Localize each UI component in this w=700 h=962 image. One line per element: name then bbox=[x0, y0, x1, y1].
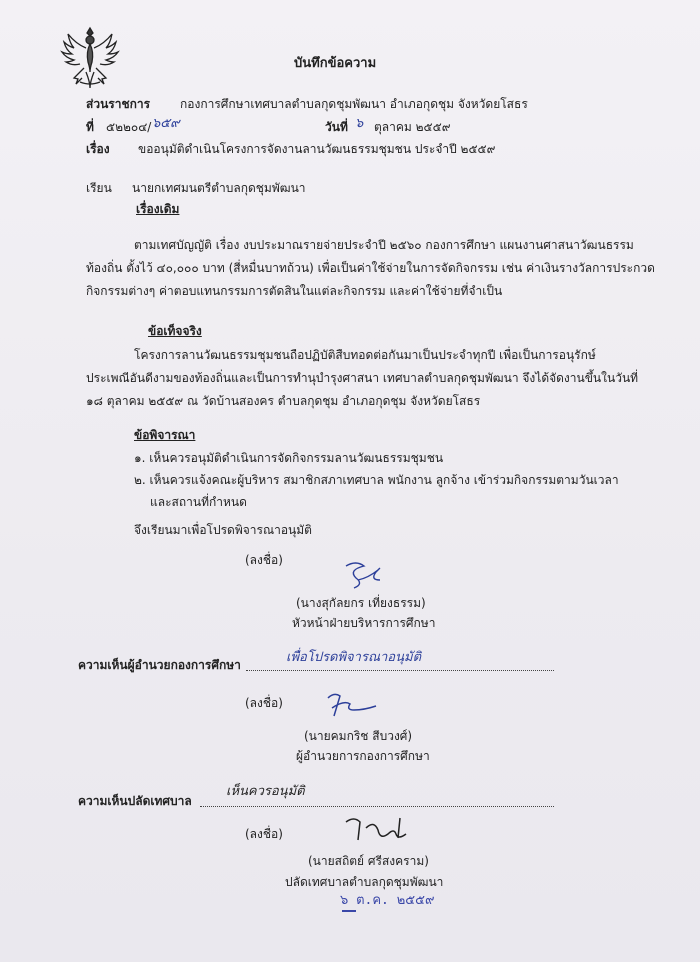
consideration-item-2: ๒. เห็นควรแจ้งคณะผู้บริหาร สมาชิกสภาเทศบาล พนักงาน ลูกจ้าง เข้าร่วมกิจกรรมตามวันเวลา bbox=[134, 473, 619, 487]
facts-line-2: ประเพณีอันดีงามของท้องถิ่นและเป็นการทำนุบำรุงศาสนา เทศบาลตำบลกุดชุมพัฒนา จึงได้จัดงานขึ้นในวันที่ bbox=[86, 371, 639, 385]
doc-no-value: ๕๒๒๐๔/ bbox=[106, 120, 152, 134]
background-line-1: ตามเทศบัญญัติ เรื่อง งบประมาณรายจ่ายประจำปี ๒๕๖๐ กองการศึกษา แผนงานศาสนาวัฒนธรรม bbox=[134, 238, 634, 252]
sign-label-2: (ลงชื่อ) bbox=[245, 696, 283, 710]
stamp-mark bbox=[342, 910, 356, 912]
consideration-item-1: ๑. เห็นควรอนุมัติดำเนินการจัดกิจกรรมลานวัฒนธรรมชุมชน bbox=[134, 451, 444, 465]
opinion-2-label: ความเห็นปลัดเทศบาล bbox=[78, 794, 192, 808]
doc-no-label: ที่ bbox=[86, 120, 94, 134]
signer-2-position: ผู้อำนวยการกองการศึกษา bbox=[296, 749, 430, 763]
doc-no-handwritten: ๖๕๙ bbox=[152, 116, 180, 131]
closing-text: จึงเรียนมาเพื่อโปรดพิจารณาอนุมัติ bbox=[134, 523, 312, 537]
signer-3-name: (นายสถิตย์ ศรีสงคราม) bbox=[308, 854, 429, 868]
signer-2-name: (นายคมกริช สีบวงศ์) bbox=[304, 729, 413, 743]
facts-line-1: โครงการลานวัฒนธรรมชุมชนถือปฏิบัติสืบทอดต่อกันมาเป็นประจำทุกปี เพื่อเป็นการอนุรักษ์ bbox=[134, 348, 596, 362]
garuda-emblem-icon bbox=[58, 22, 122, 92]
addressee-value: นายกเทศมนตรีตำบลกุดชุมพัฒนา bbox=[132, 181, 306, 195]
opinion-1-line bbox=[246, 670, 554, 671]
signature-1-icon bbox=[338, 558, 388, 592]
signer-3-position: ปลัดเทศบาลตำบลกุดชุมพัฒนา bbox=[285, 875, 444, 889]
date-stamp: ๖ ต.ค. ๒๕๕๙ bbox=[340, 893, 435, 908]
memo-title: บันทึกข้อความ bbox=[294, 56, 377, 71]
date-value: ตุลาคม ๒๕๕๙ bbox=[374, 120, 451, 134]
opinion-1-label: ความเห็นผู้อำนวยกองการศึกษา bbox=[78, 658, 241, 672]
signature-3-icon bbox=[340, 814, 420, 844]
subject-value: ขออนุมัติดำเนินโครงการจัดงานลานวัฒนธรรมชุมชน ประจำปี ๒๕๕๙ bbox=[138, 142, 496, 156]
signer-1-name: (นางสุกัลยกร เที่ยงธรรม) bbox=[296, 596, 426, 610]
sign-label-3: (ลงชื่อ) bbox=[245, 827, 283, 841]
opinion-2-handwritten: เห็นควรอนุมัติ bbox=[226, 784, 305, 799]
considerations-heading: ข้อพิจารณา bbox=[134, 428, 196, 442]
subject-label: เรื่อง bbox=[86, 142, 110, 156]
background-line-2: ท้องถิ่น ตั้งไว้ ๔๐,๐๐๐ บาท (สี่หมื่นบาทถ้วน) เพื่อเป็นค่าใช้จ่ายในการจัดกิจกรรม เช่น ค่าเงินรางวัลการประกวด bbox=[86, 261, 655, 275]
opinion-2-line bbox=[200, 806, 554, 807]
signer-1-position: หัวหน้าฝ่ายบริหารการศึกษา bbox=[292, 616, 436, 630]
agency-value: กองการศึกษาเทศบาลตำบลกุดชุมพัฒนา อำเภอกุดชุม จังหวัดยโสธร bbox=[180, 97, 528, 111]
date-label: วันที่ bbox=[325, 120, 348, 134]
date-day-handwritten: ๖ bbox=[355, 116, 364, 131]
facts-line-3: ๑๘ ตุลาคม ๒๕๕๙ ณ วัดบ้านสองคร ตำบลกุดชุม อำเภอกุดชุม จังหวัดยโสธร bbox=[86, 394, 481, 408]
opinion-1-handwritten: เพื่อโปรดพิจารณาอนุมัติ bbox=[286, 650, 422, 665]
addressee-label: เรียน bbox=[86, 181, 112, 195]
agency-label: ส่วนราชการ bbox=[86, 97, 151, 111]
consideration-item-2-cont: และสถานที่กำหนด bbox=[150, 495, 247, 509]
sign-label-1: (ลงชื่อ) bbox=[245, 553, 283, 567]
signature-2-icon bbox=[318, 688, 378, 722]
facts-heading: ข้อเท็จจริง bbox=[148, 324, 202, 338]
background-heading: เรื่องเดิม bbox=[136, 202, 180, 216]
background-line-3: กิจกรรมต่างๆ ค่าตอบแทนกรรมการตัดสินในแต่ละกิจกรรม และค่าใช้จ่ายที่จำเป็น bbox=[86, 284, 503, 298]
